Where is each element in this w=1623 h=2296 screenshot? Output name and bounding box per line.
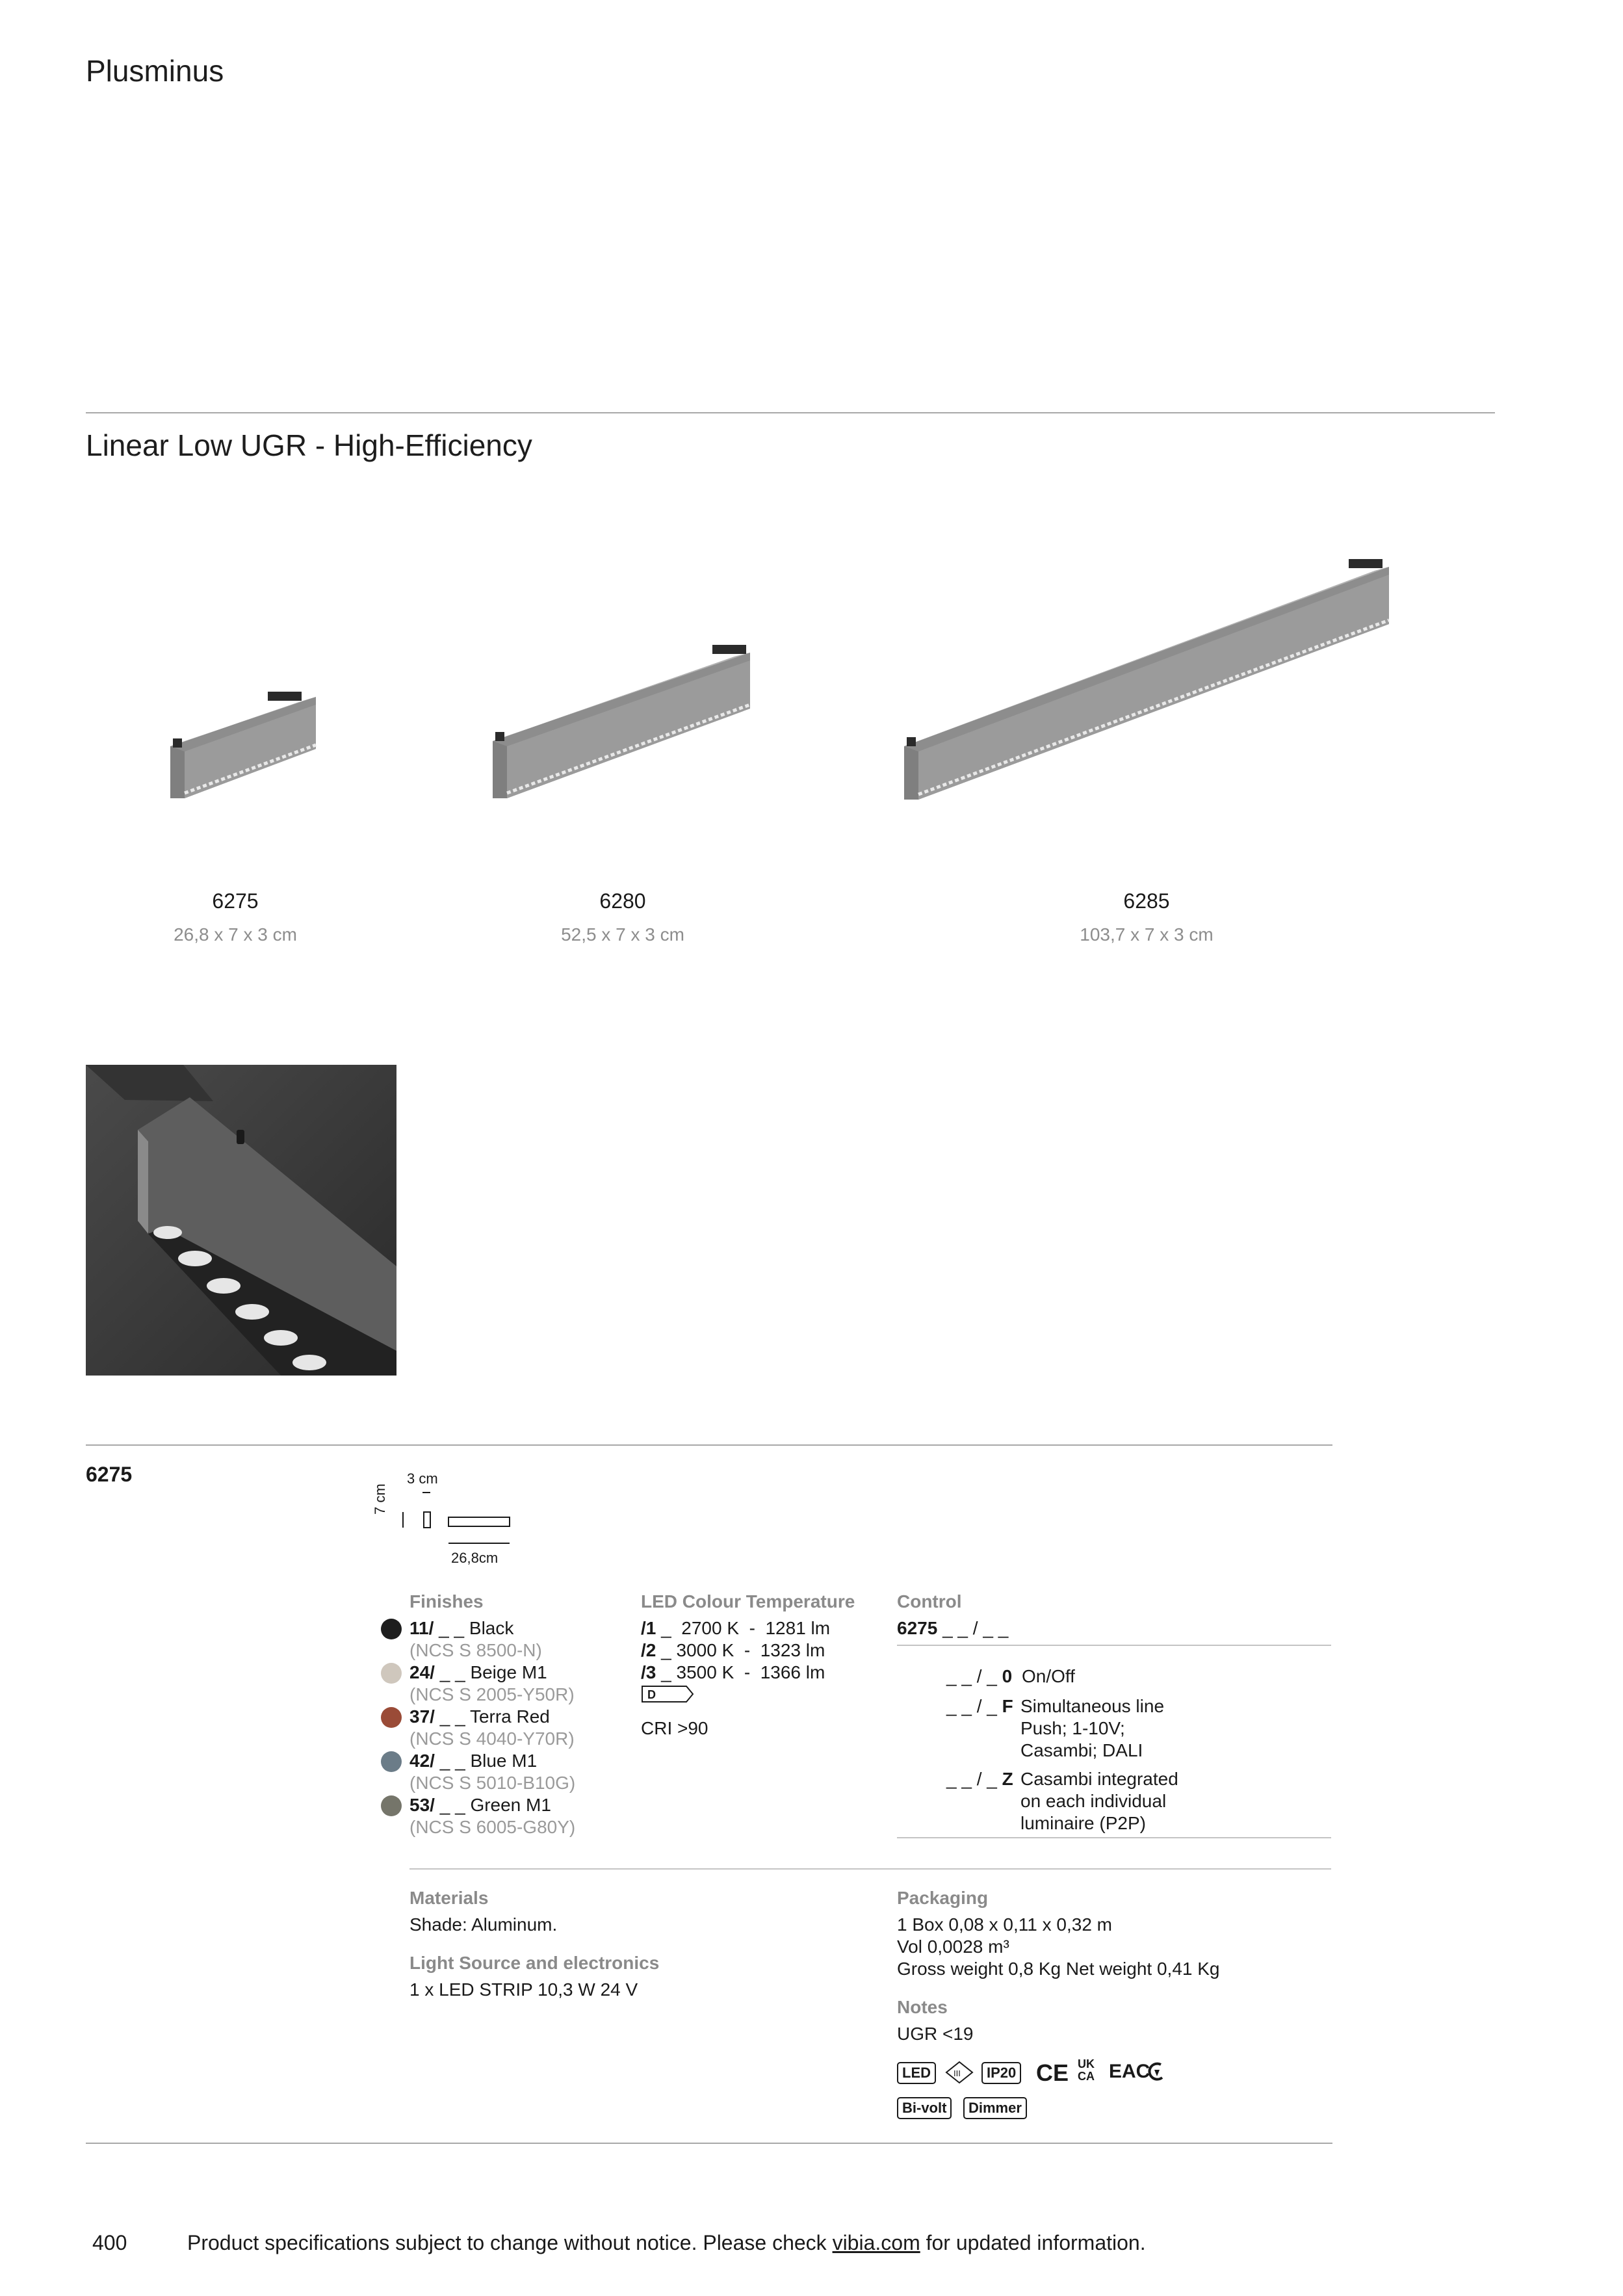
finish-item: 37/ _ _ Terra Red bbox=[409, 1706, 550, 1727]
notes-value: UGR <19 bbox=[897, 2024, 974, 2044]
finish-ncs: (NCS S 4040-Y70R) bbox=[409, 1729, 575, 1749]
diagram-width-label: 3 cm bbox=[407, 1470, 438, 1487]
control-label: Control bbox=[897, 1591, 962, 1611]
section-title: Linear Low UGR - High-Efficiency bbox=[86, 428, 532, 462]
finish-ncs: (NCS S 6005-G80Y) bbox=[409, 1817, 576, 1837]
finish-item: 42/ _ _ Blue M1 bbox=[409, 1751, 538, 1771]
footer-disclaimer: Product specifications subject to change without notice. Please check vibia.com for updated information. bbox=[187, 2231, 1146, 2254]
spec-code: 6275 bbox=[86, 1463, 133, 1486]
control-desc-1: Simultaneous line Push; 1-10V; Casambi; DALI bbox=[1020, 1696, 1165, 1760]
info-divider bbox=[409, 1868, 1331, 1870]
spec-bottom-divider bbox=[86, 2143, 1332, 2144]
product-image-6275 bbox=[162, 689, 318, 806]
packaging-weight: Gross weight 0,8 Kg Net weight 0,41 Kg bbox=[897, 1959, 1220, 1979]
cri-value: CRI >90 bbox=[641, 1718, 708, 1738]
ip20-badge: IP20 bbox=[981, 2062, 1021, 2084]
led-row: /1 _ 2700 K - 1281 lm bbox=[641, 1618, 831, 1638]
product-dims-6280: 52,5 x 7 x 3 cm bbox=[561, 924, 684, 945]
led-list bbox=[641, 1617, 830, 1684]
control-divider-bottom bbox=[897, 1837, 1331, 1838]
product-dims-6285: 103,7 x 7 x 3 cm bbox=[1080, 924, 1214, 945]
product-code-6280: 6280 bbox=[599, 889, 646, 913]
diagram-height-label: 7 cm bbox=[372, 1483, 388, 1515]
class-iii-icon bbox=[945, 2061, 974, 2084]
notes-label: Notes bbox=[897, 1997, 948, 2017]
detail-photo bbox=[86, 1065, 396, 1376]
led-label: LED Colour Temperature bbox=[641, 1591, 855, 1611]
finish-swatch bbox=[381, 1663, 402, 1684]
finish-swatch bbox=[381, 1751, 402, 1772]
spec-top-divider bbox=[86, 1444, 1332, 1446]
packaging-label: Packaging bbox=[897, 1888, 989, 1908]
brand-title: Plusminus bbox=[86, 54, 224, 88]
product-code-6285: 6285 bbox=[1123, 889, 1170, 913]
ukca-mark-icon: UK CA bbox=[1078, 2057, 1095, 2083]
product-image-6285 bbox=[900, 558, 1394, 805]
finish-ncs: (NCS S 8500-N) bbox=[409, 1640, 542, 1660]
finish-item: 11/ _ _ Black bbox=[409, 1618, 514, 1638]
materials-label: Materials bbox=[409, 1888, 489, 1908]
energy-class-text: D bbox=[647, 1688, 656, 1701]
control-desc-0: On/Off bbox=[1022, 1666, 1075, 1686]
led-row: /3 _ 3500 K - 1366 lm bbox=[641, 1662, 825, 1682]
finish-item: 24/ _ _ Beige M1 bbox=[409, 1662, 547, 1682]
eac-mark-icon: EAC bbox=[1109, 2061, 1150, 2082]
materials-value: Shade: Aluminum. bbox=[409, 1914, 558, 1935]
ce-mark-icon: CE bbox=[1036, 2059, 1069, 2086]
energy-class-icon bbox=[641, 1685, 695, 1703]
vibia-link[interactable]: vibia.com bbox=[832, 2231, 920, 2254]
dimension-diagram bbox=[398, 1489, 515, 1547]
finish-ncs: (NCS S 2005-Y50R) bbox=[409, 1684, 575, 1704]
page-number: 400 bbox=[92, 2231, 127, 2254]
bivolt-badge: Bi-volt bbox=[897, 2097, 952, 2119]
control-row-1: _ _ / _ F bbox=[946, 1696, 1013, 1716]
diagram-length-label: 26,8cm bbox=[451, 1550, 499, 1566]
packaging-box: 1 Box 0,08 x 0,11 x 0,32 m bbox=[897, 1914, 1113, 1935]
header-divider bbox=[86, 412, 1495, 413]
control-code: 6275 _ _ / _ _ bbox=[897, 1618, 1009, 1638]
finish-ncs: (NCS S 5010-B10G) bbox=[409, 1773, 576, 1793]
control-divider-top bbox=[897, 1645, 1331, 1646]
finish-swatch bbox=[381, 1619, 402, 1639]
product-code-6275: 6275 bbox=[212, 889, 259, 913]
finish-swatch bbox=[381, 1795, 402, 1816]
packaging-volume: Vol 0,0028 m³ bbox=[897, 1937, 1009, 1957]
finish-item: 53/ _ _ Green M1 bbox=[409, 1795, 551, 1815]
light-source-label: Light Source and electronics bbox=[409, 1953, 660, 1973]
recycle-mark-icon bbox=[1145, 2061, 1166, 2084]
dimmer-badge: Dimmer bbox=[963, 2097, 1027, 2119]
finishes-label: Finishes bbox=[409, 1591, 484, 1611]
product-image-6280 bbox=[487, 644, 754, 806]
control-row-2: _ _ / _ Z bbox=[946, 1769, 1013, 1789]
control-row-0: _ _ / _ 0 bbox=[946, 1666, 1013, 1686]
class-iii-text: III bbox=[954, 2068, 961, 2078]
finish-swatch bbox=[381, 1707, 402, 1728]
light-source-value: 1 x LED STRIP 10,3 W 24 V bbox=[409, 1979, 638, 2000]
product-dims-6275: 26,8 x 7 x 3 cm bbox=[174, 924, 297, 945]
control-desc-2: Casambi integrated on each individual luminaire (P2P) bbox=[1020, 1769, 1178, 1833]
led-row: /2 _ 3000 K - 1323 lm bbox=[641, 1640, 825, 1660]
led-badge: LED bbox=[897, 2062, 936, 2084]
